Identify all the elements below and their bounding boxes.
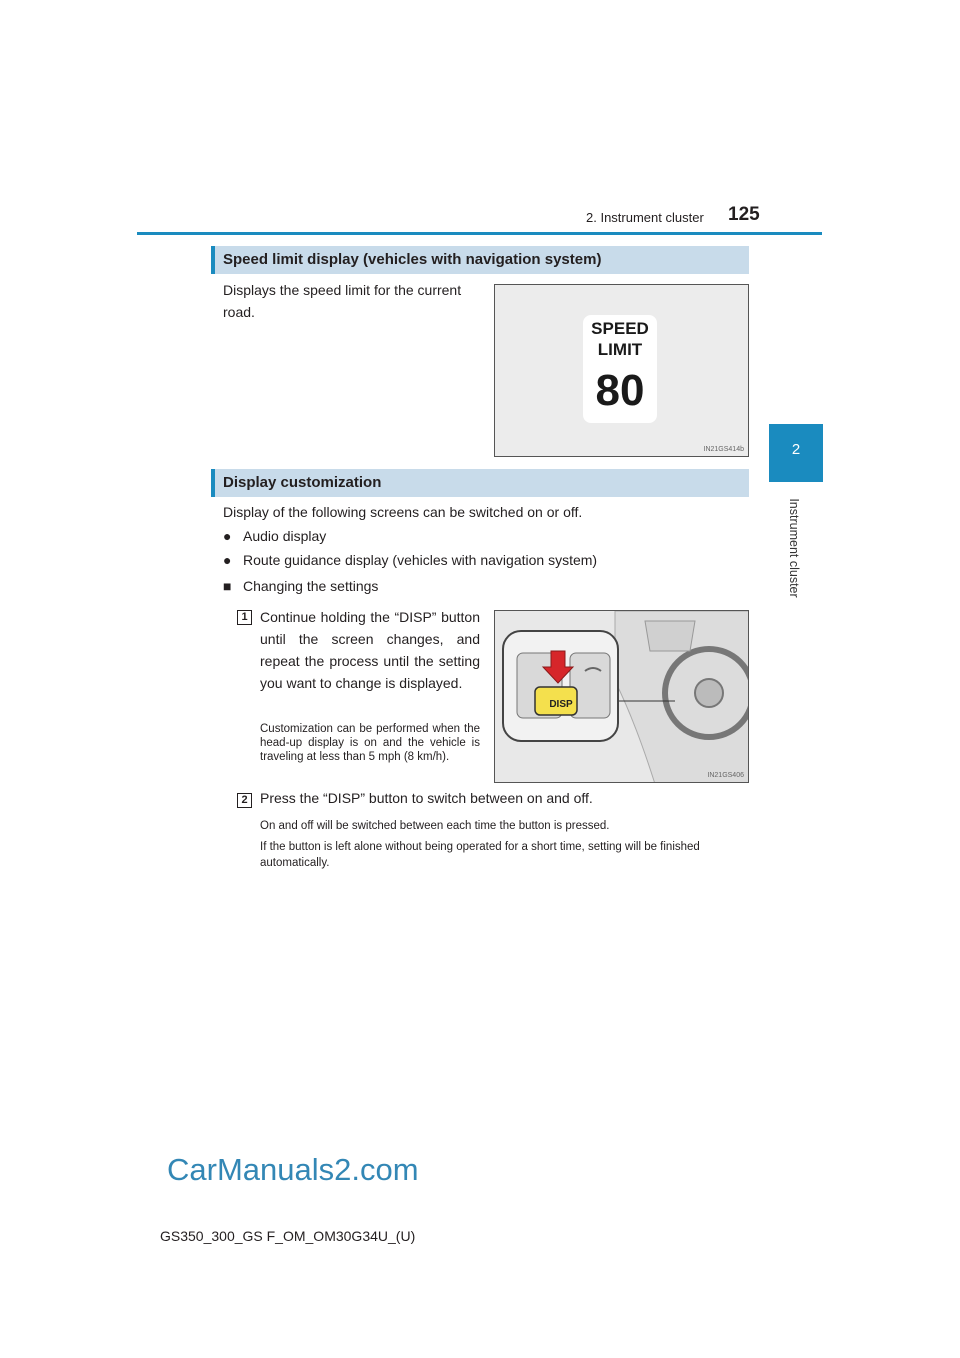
watermark-logo[interactable]: CarManuals2.com [167, 1152, 419, 1187]
dashboard-illustration [495, 611, 749, 783]
image-code: IN21GS414b [703, 446, 744, 453]
page-number: 125 [728, 204, 760, 225]
sign-line1: SPEED [591, 319, 649, 338]
bullet-icon: ● [223, 528, 232, 544]
chapter-tab[interactable] [769, 424, 823, 482]
note-toggle: On and off will be switched between each time the button is pressed. [260, 820, 610, 832]
step-1-note: Customization can be performed when the head-up display is on and the vehicle is traveling at less than 5 mph (8 km/h). [260, 723, 480, 763]
square-bullet-icon: ■ [223, 578, 232, 594]
disp-button-illustration [494, 610, 749, 783]
display-customization-heading: Display customization [211, 469, 749, 497]
customization-intro: Display of the following screens can be switched on or off. [223, 504, 583, 520]
list-item: ● Route guidance display (vehicles with navigation system) [223, 552, 598, 568]
step-2-text: Press the “DISP” button to switch between on and off. [260, 790, 593, 806]
document-footer: GS350_300_GS F_OM_OM30G34U_(U) [160, 1228, 416, 1244]
list-item: ● Audio display [223, 528, 327, 544]
image-code: IN21GS406 [707, 772, 744, 779]
header-rule [137, 232, 822, 235]
speed-limit-sign [583, 315, 657, 423]
speed-limit-illustration [494, 284, 749, 457]
speed-limit-description: Displays the speed limit for the current road. [223, 282, 462, 320]
section-title: 2. Instrument cluster [586, 210, 704, 225]
chapter-tab-label: Instrument cluster [787, 497, 801, 598]
sign-value: 80 [595, 366, 645, 415]
chapter-tab-number: 2 [791, 441, 801, 458]
disp-button-label: DISP [549, 699, 573, 710]
step-number-2: 2 [237, 793, 252, 808]
changing-settings-subheading: ■ Changing the settings [223, 578, 379, 594]
note-auto-finish: If the button is left alone without being operated for a short time, setting will be finished automatically. [260, 841, 700, 869]
step-1-text: Continue holding the “DISP” button until the screen changes, and repeat the process until the setting you want to change is displayed. [260, 609, 480, 691]
speed-limit-heading: Speed limit display (vehicles with navigation system) [211, 246, 749, 274]
step-number-1: 1 [237, 610, 252, 625]
bullet-icon: ● [223, 552, 232, 568]
sign-line2: LIMIT [597, 340, 643, 359]
